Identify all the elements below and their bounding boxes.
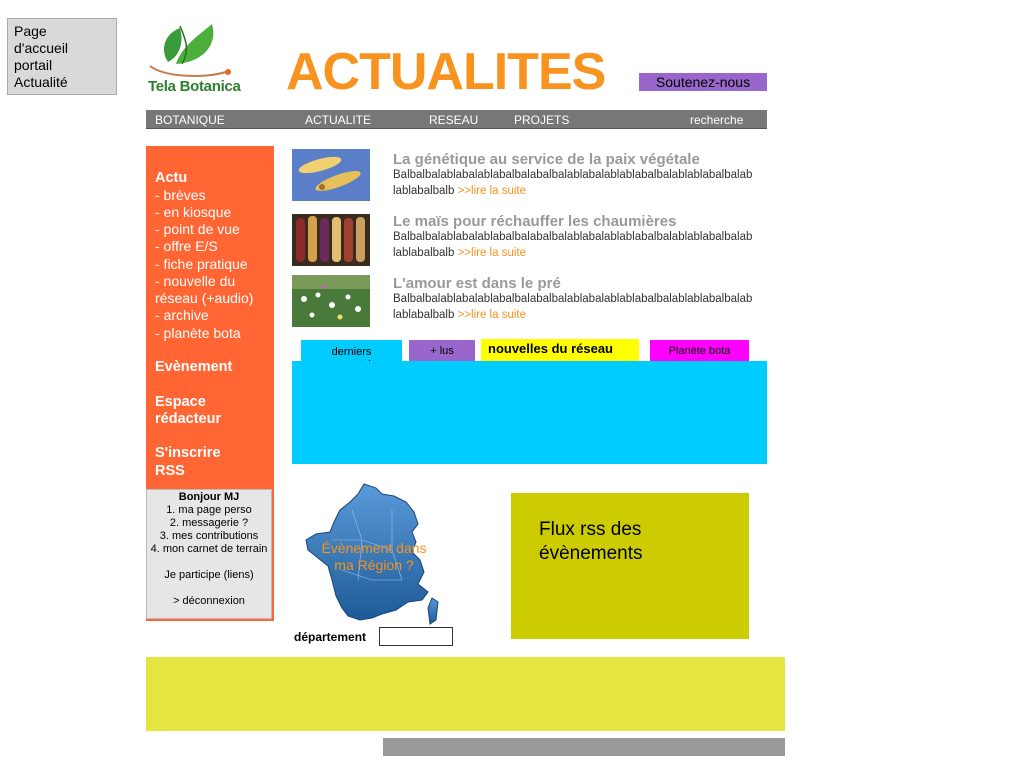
nav-item-actualite[interactable]: ACTUALITE — [305, 113, 372, 127]
footer-bar — [383, 738, 785, 756]
sidebar-item-point-de-vue[interactable]: - point de vue — [155, 221, 240, 237]
sidebar-item-archive[interactable]: - archive — [155, 307, 209, 323]
sidebar — [146, 146, 274, 621]
tab-nouvelles-reseau[interactable]: nouvelles du réseau — [481, 339, 639, 361]
sidebar-heading-evenement[interactable]: Evènement — [155, 359, 233, 375]
department-input[interactable] — [379, 627, 453, 646]
support-button[interactable]: Soutenez-nous — [639, 73, 767, 91]
tab-plus-lus[interactable]: + lus — [409, 340, 475, 362]
news-thumbnail-corn[interactable] — [292, 214, 370, 266]
main-nav — [146, 110, 767, 129]
read-more-link[interactable]: >>lire la suite — [457, 246, 526, 259]
sidebar-heading-rss[interactable]: RSS — [155, 463, 185, 479]
user-link-messagerie[interactable]: 2. messagerie ? — [169, 517, 249, 529]
logo-text: Tela Botanica — [148, 78, 241, 95]
tab-planete-bota[interactable]: Planète bota — [650, 340, 749, 362]
nav-item-projets[interactable]: PROJETS — [514, 113, 570, 127]
user-box — [146, 489, 272, 619]
sidebar-item-kiosque[interactable]: - en kiosque — [155, 204, 232, 220]
note-line: d'accueil — [14, 40, 69, 56]
sidebar-item-nouvelle-reseau-audio[interactable]: réseau (+audio) — [155, 290, 254, 306]
news-title[interactable]: Le maïs pour réchauffer les chaumières — [393, 213, 677, 230]
leaf-logo-icon — [146, 20, 250, 80]
user-link-carnet[interactable]: 4. mon carnet de terrain — [150, 543, 268, 555]
sidebar-item-offre[interactable]: - offre E/S — [155, 238, 218, 254]
sidebar-item-breves[interactable]: - brèves — [155, 187, 206, 203]
nav-item-reseau[interactable]: RESEAU — [429, 113, 479, 127]
tab-panel — [292, 361, 767, 464]
news-thumbnail-meadow[interactable] — [292, 275, 370, 327]
news-title[interactable]: La génétique au service de la paix végétale — [393, 151, 700, 168]
nav-item-botanique[interactable]: BOTANIQUE — [155, 113, 225, 127]
rss-events-box — [511, 493, 749, 639]
sidebar-heading-actu[interactable]: Actu — [155, 170, 188, 186]
note-line: Page — [14, 23, 47, 39]
sidebar-item-nouvelle-reseau[interactable]: - nouvelle du — [155, 273, 236, 289]
map-label[interactable]: Évènement dans ma Région ? — [321, 540, 427, 573]
note-line: Actualité — [14, 74, 68, 90]
sidebar-heading-espace[interactable]: Espace — [155, 394, 206, 410]
news-title[interactable]: L'amour est dans le pré — [393, 275, 561, 292]
user-link-contributions[interactable]: 3. mes contributions — [159, 530, 259, 542]
user-link-page-perso[interactable]: 1. ma page perso — [166, 504, 252, 516]
sidebar-heading-redacteur[interactable]: rédacteur — [155, 411, 222, 427]
sidebar-item-fiche-pratique[interactable]: - fiche pratique — [155, 256, 248, 272]
tela-botanica-logo[interactable] — [146, 20, 250, 100]
sidebar-heading-inscrire[interactable]: S'inscrire — [155, 445, 221, 461]
news-thumbnail-seeds[interactable] — [292, 149, 370, 201]
department-label: département — [294, 630, 367, 644]
user-greeting: Bonjour MJ — [178, 491, 240, 503]
user-link-logout[interactable]: > déconnexion — [173, 595, 245, 607]
read-more-link[interactable]: >>lire la suite — [457, 308, 526, 321]
news-summary: Balbalbalablabalablabalbalabalbalablabalablablabalbalablablabalbalablablabalbalb >>lire la suite — [393, 231, 753, 259]
user-link-participe[interactable]: Je participe (liens) — [164, 569, 254, 581]
footer-panel — [146, 657, 785, 731]
tab-derniers-commentaires[interactable]: derniers — [301, 340, 402, 368]
read-more-link[interactable]: >>lire la suite — [457, 184, 526, 197]
nav-search-link[interactable]: recherche — [690, 113, 744, 127]
rss-events-text[interactable]: Flux rss des évènements — [539, 519, 643, 564]
sidebar-item-planete-bota[interactable]: - planète bota — [155, 325, 241, 341]
page-title: ACTUALITES — [286, 43, 606, 101]
news-summary: Balbalbalablabalablabalbalabalbalablabalablablabalbalablablabalbalablablabalbalb >>lire la suite — [393, 293, 753, 321]
news-summary: Balbalbalablabalablabalbalabalbalablabalablablabalbalablablabalbalablablabalbalb >>lire la suite — [393, 169, 753, 197]
note-line: portail — [14, 57, 53, 73]
page-note — [7, 18, 117, 95]
